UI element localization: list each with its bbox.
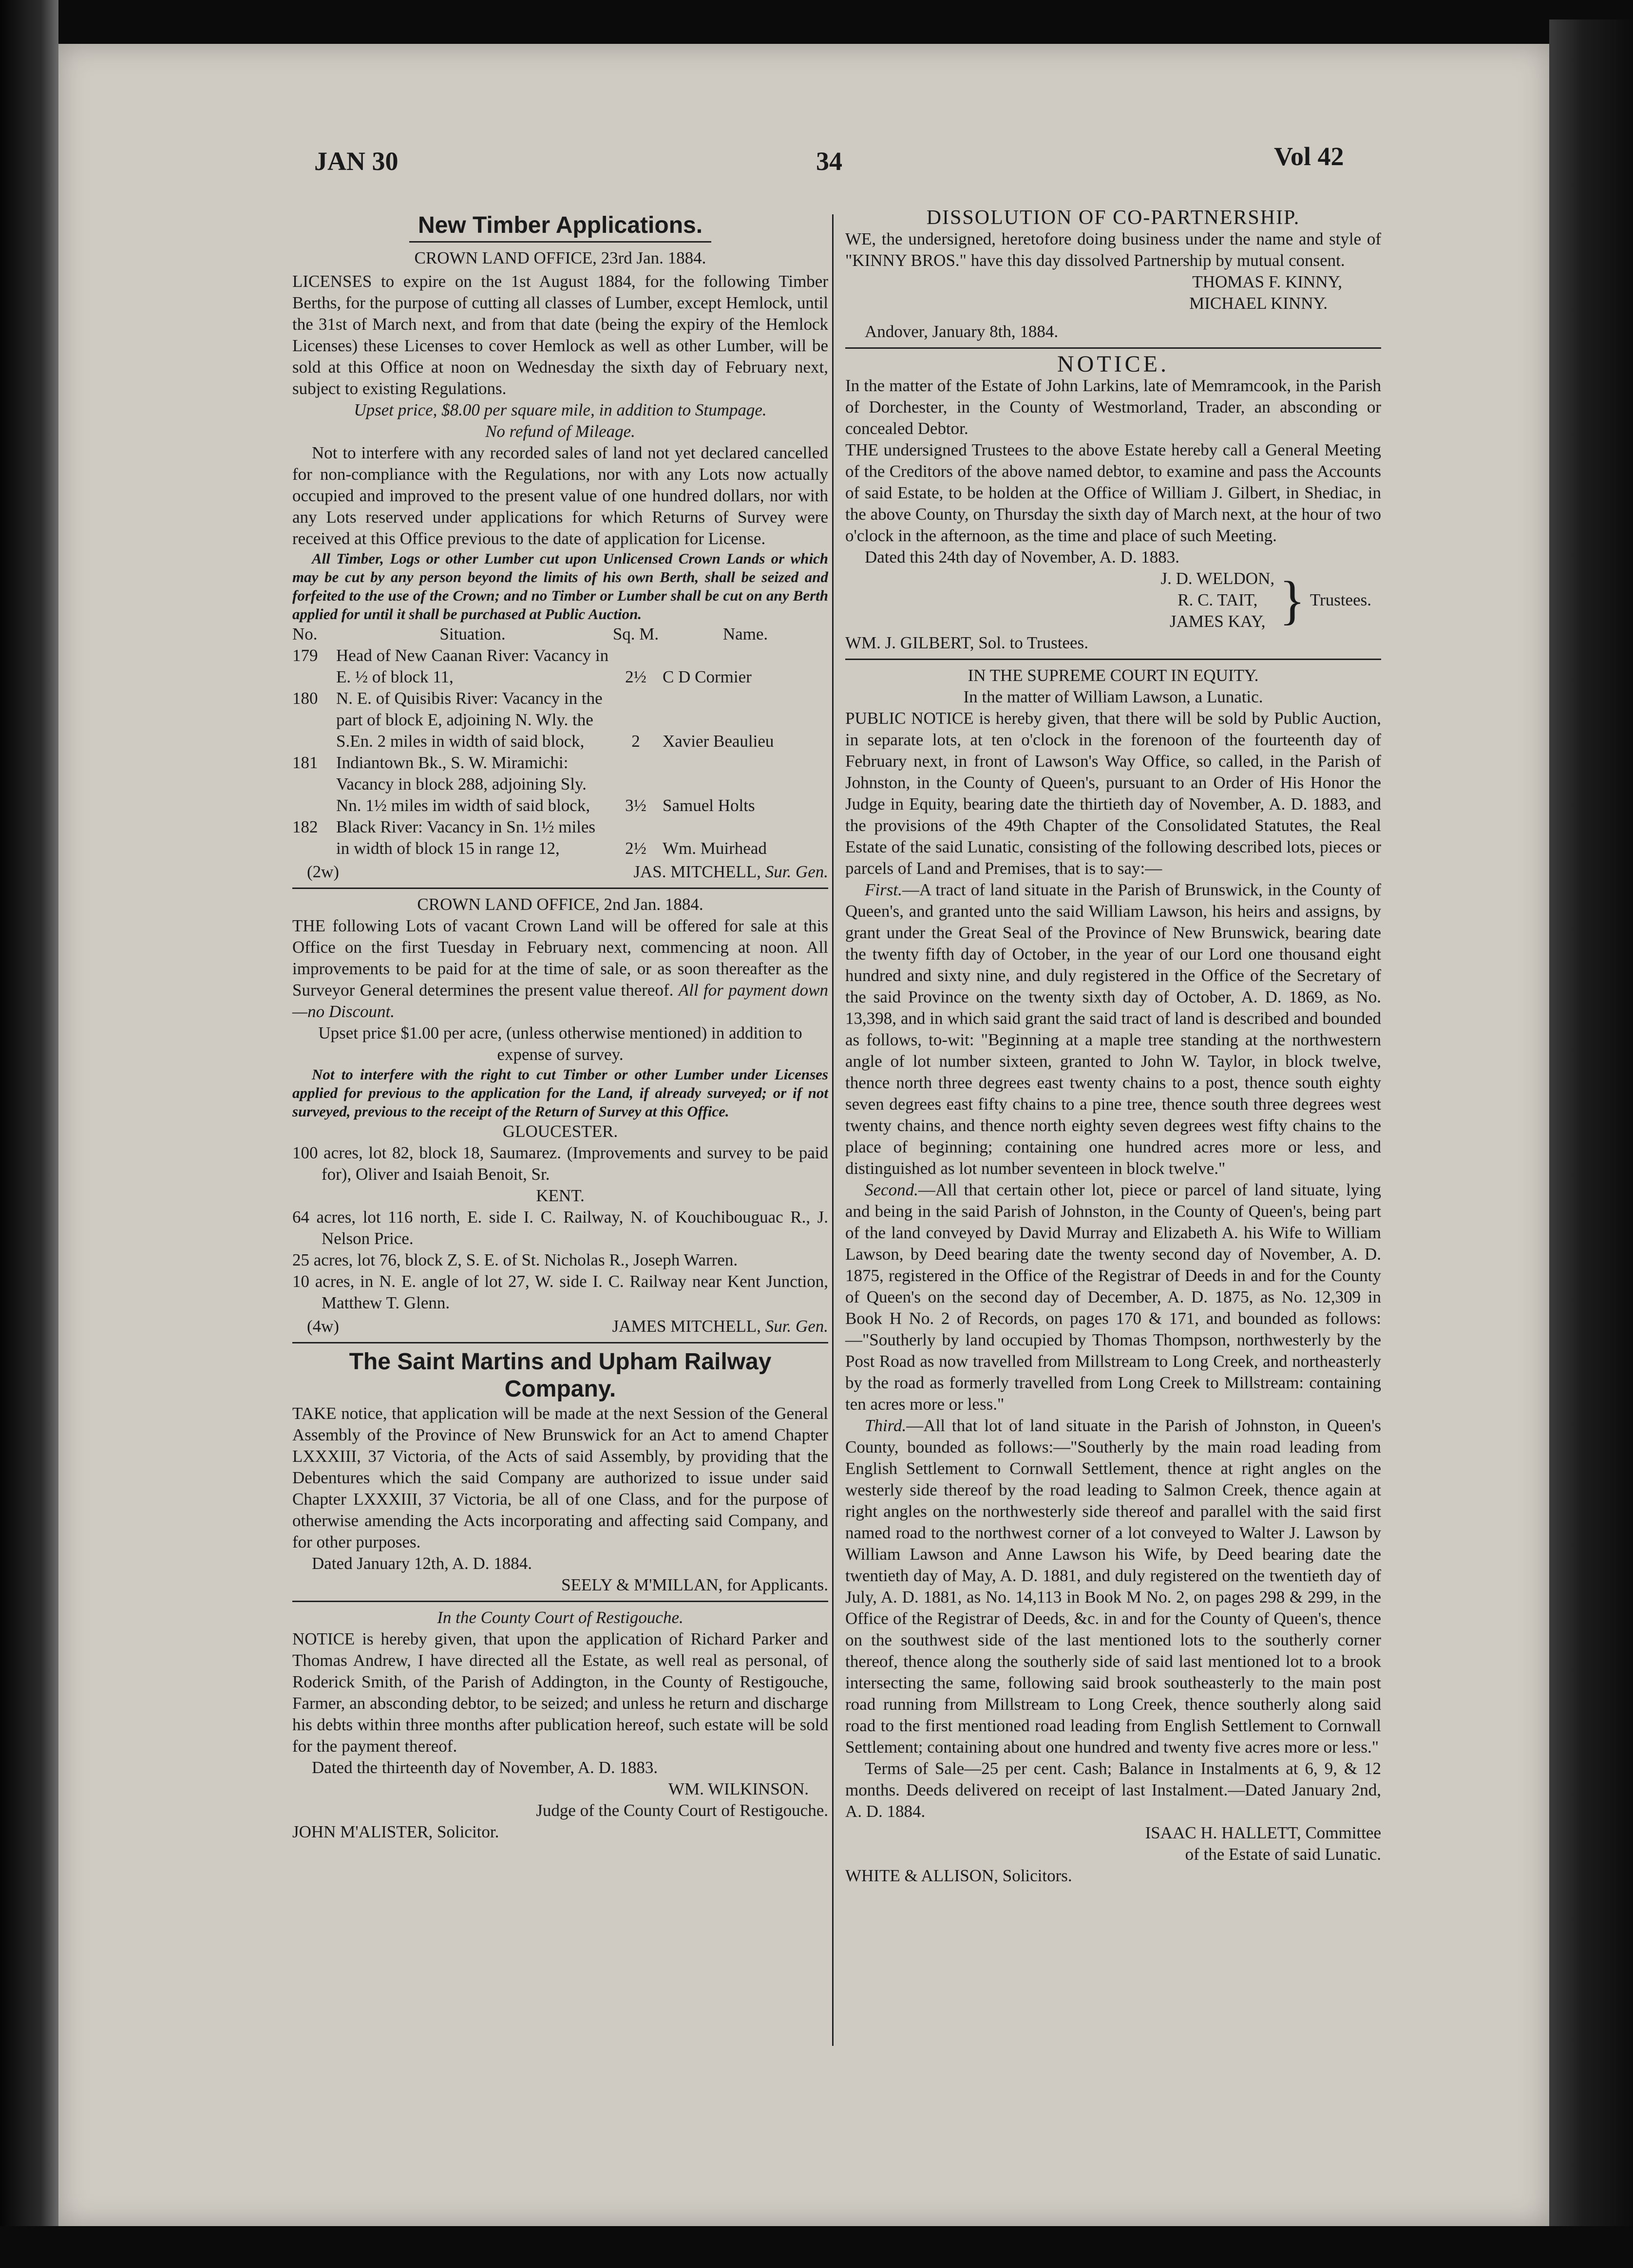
berth-name: Xavier Beaulieu (663, 732, 774, 751)
dissolution-signer: THOMAS F. KINNY, (1192, 272, 1342, 291)
scan-bottom-border (0, 2226, 1633, 2268)
third-label: Third. (865, 1416, 907, 1435)
col-header-sqm: Sq. M. (612, 624, 659, 643)
timber-run: (2w) (307, 862, 340, 881)
col-header-no: No. (292, 624, 318, 643)
crown-lot: 10 acres, in N. E. angle of lot 27, W. side I. C. Railway near Kent Junction, Matthew T. Glenn. (292, 1272, 828, 1312)
table-row (292, 816, 828, 859)
section-rule (845, 347, 1381, 349)
column-divider (832, 214, 834, 2046)
dissolution-signer: MICHAEL KINNY. (1189, 294, 1328, 313)
berth-situation: Head of New Caanan River: Vacancy in E. ½ of block 11, (336, 646, 609, 686)
railway-title: The Saint Martins and Upham Railway Company. (349, 1349, 772, 1402)
county-court-signer: WM. WILKINSON. (668, 1779, 809, 1798)
timber-body: LICENSES to expire on the 1st August 1884, for the following Timber Berths, for the purpose of cutting all classes of Lumber, except Hemlock, until the 31st of March next, and from that date (being the expiry of the Hemlock Licenses) these Licenses to cover Hemlock as well as other Lumber, will be sold at this Office at noon on Wednesday the sixth day of February next, subject to existing Regulations. (292, 272, 828, 398)
railway-body: TAKE notice, that application will be made at the next Session of the General Assembly of the Province of New Brunswick for an Act to amend Chapter LXXXIII, 37 Victoria, of the Acts of said Assembly, by providing that the Debentures which the said Company are authorized to issue under said Chapter LXXXIII, 37 Victoria, be all of one Class, and for the purpose of otherwise amending the Acts incorporating and affecting said Company, and for other purposes. (292, 1404, 828, 1551)
berth-name: Wm. Muirhead (663, 839, 767, 858)
table-row (292, 688, 828, 752)
berth-no: 179 (292, 646, 318, 665)
trustees-brace: } (1279, 570, 1305, 630)
berth-situation: N. E. of Quisibis River: Vacancy in the part of block E, adjoining N. Wly. the S.En. 2 miles in width of said block, (336, 689, 603, 751)
dissolution-body: WE, the undersigned, heretofore doing business under the name and style of "KINNY BROS." have this day dissolved Partnership by mutual consent. (845, 229, 1381, 270)
timber-office: CROWN LAND OFFICE, 23rd Jan. 1884. (414, 248, 706, 267)
dissolution-dated: Andover, January 8th, 1884. (865, 322, 1059, 341)
berth-name: Samuel Holts (663, 796, 755, 815)
berth-sqm: 2 (631, 732, 640, 751)
notice-body: THE undersigned Trustees to the above Estate hereby call a General Meeting of the Creditors of the above named debtor, to examine and pass the Accounts of said Estate, to be holden at the Office of William J. Gilbert, in Shediac, in the above County, on Thursday the sixth day of March next, at the hour of two o'clock in the afternoon, as the time and place of such Meeting. (845, 440, 1381, 545)
scan-top-border (0, 0, 1633, 44)
supreme-signer: ISAAC H. HALLETT, Committee (1145, 1823, 1381, 1842)
trustee-name: JAMES KAY, (1170, 612, 1266, 631)
title-rule (409, 241, 711, 243)
col-header-situation: Situation. (439, 624, 506, 643)
berth-name: C D Cormier (663, 667, 752, 686)
trustees-label: Trustees. (1310, 590, 1371, 609)
berth-no: 182 (292, 817, 318, 836)
scan-left-border (0, 0, 58, 2268)
supreme-first (845, 879, 1381, 1179)
crown-body-text: THE following Lots of vacant Crown Land will be offered for sale at this Office on the first Tuesday in February next, commencing at noon. All improvements to be paid for at the time of sale, or as soon thereafter as the Surveyor General determines the present value thereof. (292, 916, 828, 1000)
section-rule (292, 1342, 828, 1343)
table-row (292, 752, 828, 816)
notice-solicitor: WM. J. GILBERT, Sol. to Trustees. (845, 633, 1088, 652)
right-column (845, 207, 1381, 1887)
timber-interfere: Not to interfere with any recorded sales of land not yet declared cancelled for non-compliance with the Regulations, nor with any Lots now actually occupied and improved to the present value of one hundred dollars, nor with any Lots reserved under applications for which Returns of Survey were received at this Office previous to the date of application for License. (292, 443, 828, 548)
county-gloucester: GLOUCESTER. (502, 1122, 618, 1141)
trustee-name: J. D. WELDON, (1160, 569, 1275, 588)
crown-note: Not to interfere with the right to cut Timber or other Lumber under Licenses applied for previous to the application for the Land, if already surveyed; or if not surveyed, previous to the receipt of the Return of Survey at this Office. (292, 1066, 828, 1120)
crown-lot: 100 acres, lot 82, block 18, Saumarez. (Improvements and survey to be paid for), Oliver and Isaiah Benoit, Sr. (292, 1143, 828, 1184)
timber-no-refund: No refund of Mileage. (485, 422, 635, 441)
berth-no: 180 (292, 689, 318, 708)
second-text: —All that certain other lot, piece or parcel of land situate, lying and being in the said Parish of Johnston, in the County of Queen's, being part of the land conveyed by David Murray and Elizabeth A. his Wife to William Lawson, by Deed bearing date the twenty second day of November, A. D. 1875, registered in the Office of the Registrar of Deeds in and for the County of Queen's on the second day of December, A. D. 1875, as No. 12,309 in Book H No. 2 of Records, on pages 170 & 171, and bounded as follows:—"Southerly by land occupied by Thomas Thompson, northwesterly by the Post Road as now travelled from Millstream to Long Creek, and northeasterly by the road as formerly travelled from Long Creek to Millstream: containing ten acres more or less." (845, 1180, 1381, 1414)
crown-lot: 64 acres, lot 116 north, E. side I. C. Railway, N. of Kouchibouguac R., J. Nelson Price. (292, 1208, 828, 1248)
crown-lot: 25 acres, lot 76, block Z, S. E. of St. Nicholas R., Joseph Warren. (292, 1250, 738, 1269)
header-volume: Vol 42 (1274, 142, 1344, 171)
header-page-number: 34 (816, 147, 842, 176)
supreme-matter: In the matter of William Lawson, a Lunatic. (963, 687, 1263, 706)
berth-situation: Black River: Vacancy in Sn. 1½ miles in width of block 15 in range 12, (336, 817, 596, 858)
county-court-signer-title: Judge of the County Court of Restigouche. (536, 1801, 828, 1820)
railway-dated: Dated January 12th, A. D. 1884. (312, 1554, 532, 1573)
trustee-name: R. C. TAIT, (1177, 590, 1258, 609)
second-label: Second. (865, 1180, 918, 1199)
crown-office: CROWN LAND OFFICE, 2nd Jan. 1884. (417, 895, 703, 914)
timber-warning: All Timber, Logs or other Lumber cut upon Unlicensed Crown Lands or which may be cut by any person beyond the limits of his own Berth, shall be seized and forfeited to the use of the Crown; and no Timber or Lumber shall be cut on any Berth applied for until it shall be purchased at Public Auction. (292, 550, 828, 623)
supreme-second (845, 1179, 1381, 1415)
section-rule (292, 1601, 828, 1602)
notice-dated: Dated this 24th day of November, A. D. 1883. (865, 548, 1179, 567)
timber-signer: JAS. MITCHELL, (633, 862, 761, 881)
supreme-body: PUBLIC NOTICE is hereby given, that there will be sold by Public Auction, in separate lots, at ten o'clock in the forenoon of the fourteenth day of February next, in front of Lawson's Way Office, so called, in the Parish of Johnston, in the County of Queen's, pursuant to an Order of His Honor the Judge in Equity, bearing date the thirtieth day of November, A. D. 1883, and the provisions of the 49th Chapter of the Consolidated Statutes, the Real Estate of the said Lunatic, consisting of the following described lots, pieces or parcels of Land and Premises, that is to say:— (845, 709, 1381, 878)
trustees-block (845, 568, 1381, 632)
col-header-name: Name. (722, 624, 768, 643)
timber-signer-title: Sur. Gen. (765, 862, 828, 881)
crown-body-italic: All for payment down—no Discount. (292, 981, 829, 1021)
supreme-terms: Terms of Sale—25 per cent. Cash; Balance in Instalments at 6, 9, & 12 months. Deeds delivered on receipt of last Instalment.—Dated January 2nd, A. D. 1884. (845, 1759, 1381, 1821)
railway-signer: SEELY & M'MILLAN, for Applicants. (561, 1575, 828, 1594)
crown-body (292, 915, 828, 1022)
crown-signer-title: Sur. Gen. (765, 1317, 828, 1336)
supreme-title: IN THE SUPREME COURT IN EQUITY. (968, 666, 1259, 685)
timber-signature (292, 861, 828, 883)
county-kent: KENT. (536, 1186, 585, 1205)
timber-upset-price: Upset price, $8.00 per square mile, in addition to Stumpage. (354, 400, 767, 419)
crown-signature (292, 1316, 828, 1337)
dissolution-title: DISSOLUTION OF CO-PARTNERSHIP. (926, 207, 1300, 229)
county-court-body: NOTICE is hereby given, that upon the application of Richard Parker and Thomas Andrew, I have directed all the Estate, as well real as personal, of Roderick Smith, of the Parish of Addington, in the County of Restigouche, Farmer, an absconding debtor, to be seized; and unless he return and discharge his debts within three months after publication hereof, such estate will be sold for the payment thereof. (292, 1629, 828, 1756)
county-court-dated: Dated the thirteenth day of November, A. D. 1883. (312, 1758, 658, 1777)
berths-header-row (292, 624, 828, 645)
county-court-title: In the County Court of Restigouche. (437, 1608, 684, 1627)
timber-title: New Timber Applications. (418, 212, 703, 238)
first-text: —A tract of land situate in the Parish of Brunswick, in the County of Queen's, and granted unto the said William Lawson, his heirs and assigns, by grant under the Great Seal of the Province of New Brunswick, bearing date the twenty fifth day of October, in the year of our Lord one thousand eight hundred and sixty nine, and duly registered in the Office of the Secretary of the said Province on the twenty sixth day of October, A. D. 1869, as No. 13,398, and in which said grant the said tract of land is described and bounded as follows, to-wit: "Beginning at a maple tree standing at the northwestern angle of lot number sixteen, granted to John W. Taylor, in block twelve, thence north three degrees east twenty chains to a post, thence south eighty seven degrees east fifty chains to a pine tree, thence south three degrees west twenty chains, and thence north eighty seven degrees west fifty chains to the place of beginning; containing one hundred acres more or less, and distinguished as lot number seventeen in block twelve." (845, 880, 1381, 1178)
section-rule (292, 888, 828, 889)
berth-sqm: 2½ (625, 839, 646, 858)
left-column (292, 212, 828, 1843)
crown-run: (4w) (307, 1317, 340, 1336)
trustees-list (1160, 568, 1274, 632)
scan-right-border (1549, 19, 1633, 2268)
crown-upset: Upset price $1.00 per acre, (unless otherwise mentioned) in addition to expense of survey. (318, 1023, 802, 1064)
county-court-solicitor: JOHN M'ALISTER, Solicitor. (292, 1822, 499, 1841)
berth-sqm: 2½ (625, 667, 646, 686)
supreme-signer-title: of the Estate of said Lunatic. (1185, 1845, 1381, 1864)
table-row (292, 645, 828, 688)
first-label: First. (865, 880, 902, 899)
berth-sqm: 3½ (625, 796, 646, 815)
supreme-solicitor: WHITE & ALLISON, Solicitors. (845, 1866, 1072, 1885)
crown-signer: JAMES MITCHELL, (612, 1317, 761, 1336)
berth-no: 181 (292, 753, 318, 772)
notice-title: NOTICE. (1057, 351, 1169, 377)
berth-situation: Indiantown Bk., S. W. Miramichi: Vacancy in block 288, adjoining Sly. Nn. 1½ miles im width of said block, (336, 753, 590, 815)
third-text: —All that lot of land situate in the Parish of Johnston, in Queen's County, bounded as follows:—"Southerly by the main road leading from English Settlement to Cornwall Settlement, thence at right angles on the westerly side thereof by the road leading to Salmon Creek, thence again at right angles on the northwesterly side thereof and parallel with the said first named road to the northwest corner of a lot conveyed to Walter J. Lawson by William Lawson and Anne Lawson his Wife, by Deed bearing date the twentieth day of May, A. D. 1881, and duly registered on the twentieth day of July, A. D. 1881, as No. 14,113 in Book M No. 2, on pages 298 & 299, in the Office of the Registrar of Deeds, &c. in and for the County of Queen's, thence on the southwest side of the last mentioned lots to the southerly corner thereof, thence along the southerly side of said last mentioned lot to a brook intersecting the same, following said brook southeasterly to the main post road running from Millstream to Long Creek, thence southerly along said road to the first mentioned road leading from English Settlement to Cornwall Settlement; containing about one hundred and twenty five acres more or less." (845, 1416, 1381, 1757)
berths-table (292, 624, 828, 859)
supreme-third (845, 1415, 1381, 1758)
header-date: JAN 30 (314, 147, 399, 176)
section-rule (845, 659, 1381, 660)
notice-matter: In the matter of the Estate of John Larkins, late of Memramcook, in the Parish of Dorchester, in the County of Westmorland, Trader, an absconding or concealed Debtor. (845, 376, 1381, 438)
